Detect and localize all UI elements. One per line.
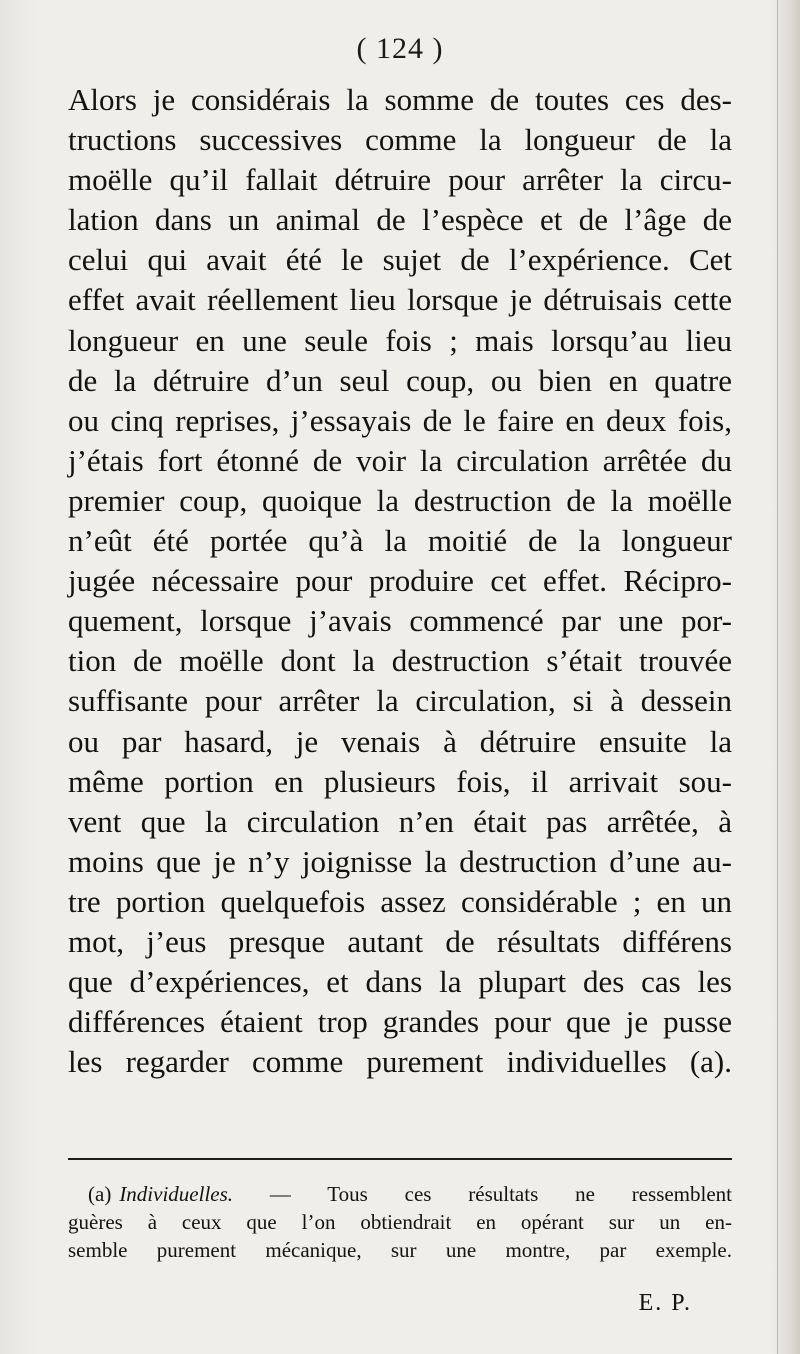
footnote-term: Individuelles. xyxy=(119,1182,234,1206)
text-line: quement, lorsque j’avais commencé par une por- xyxy=(68,603,732,639)
text-line: celui qui avait été le sujet de l’expérience. Cet xyxy=(68,242,732,278)
text-line: n’eût été portée qu’à la moitié de la longueur xyxy=(68,523,732,559)
footnote-line xyxy=(68,1180,732,1208)
text-line: mot, j’eus presque autant de résultats différens xyxy=(68,923,732,959)
text-line: les regarder comme purement individuelles (a). xyxy=(68,1044,732,1080)
main-text xyxy=(68,80,732,1082)
text-line: tion de moëlle dont la destruction s’était trouvée xyxy=(68,643,732,679)
text-line: suffisante pour arrêter la circulation, si à dessein xyxy=(68,683,732,719)
text-line: lation dans un animal de l’espèce et de l’âge de xyxy=(68,202,732,238)
page-edge xyxy=(777,0,800,1354)
text-line: tructions successives comme la longueur de la xyxy=(68,122,732,158)
text-line: moins que je n’y joignisse la destruction d’une au- xyxy=(68,843,732,879)
text-line: premier coup, quoique la destruction de la moëlle xyxy=(68,482,732,518)
signature: E. P. xyxy=(638,1290,692,1316)
text-line: Alors je considérais la somme de toutes ces des- xyxy=(68,82,732,117)
text-line: j’étais fort étonné de voir la circulation arrêtée du xyxy=(68,442,732,478)
footnote-line: semble purement mécanique, sur une montre, par exemple. xyxy=(68,1238,732,1262)
text-line: différences étaient trop grandes pour que je pusse xyxy=(68,1004,732,1040)
page-number: ( 124 ) xyxy=(356,32,444,65)
footnote xyxy=(68,1180,732,1264)
text-line: vent que la circulation n’en était pas arrêtée, à xyxy=(68,803,732,839)
footnote-marker: (a) xyxy=(88,1182,112,1206)
text-line: ou cinq reprises, j’essayais de le faire en deux fois, xyxy=(68,402,732,438)
text-line: de la détruire d’un seul coup, ou bien en quatre xyxy=(68,362,732,398)
text-line: que d’expériences, et dans la plupart des cas les xyxy=(68,964,732,1000)
text-line: moëlle qu’il fallait détruire pour arrêter la circu- xyxy=(68,162,732,198)
text-line: même portion en plusieurs fois, il arrivait sou- xyxy=(68,763,732,799)
text-line: ou par hasard, je venais à détruire ensuite la xyxy=(68,723,732,759)
text-line: tre portion quelquefois assez considérable ; en un xyxy=(68,883,732,919)
text-line: jugée nécessaire pour produire cet effet. Récipro- xyxy=(68,563,732,599)
text-line: effet avait réellement lieu lorsque je détruisais cette xyxy=(68,282,732,318)
footnote-line: guères à ceux que l’on obtiendrait en opérant sur un en- xyxy=(68,1210,732,1234)
footnote-text: — Tous ces résultats ne ressemblent xyxy=(269,1182,733,1206)
footnote-rule xyxy=(68,1158,732,1160)
text-line: longueur en une seule fois ; mais lorsqu’au lieu xyxy=(68,322,732,358)
